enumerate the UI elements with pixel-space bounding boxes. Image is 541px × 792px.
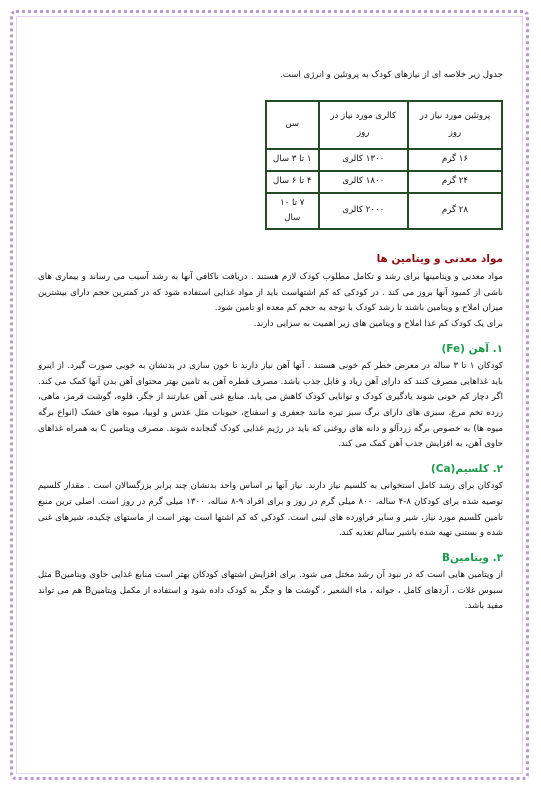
cell-protein: ۲۴ گرم [408, 171, 502, 193]
minerals-heading: مواد معدنی و ویتامین ها [376, 252, 503, 265]
vitamin-b-paragraph: از ویتامین هایی است که در نبود آن رشد مختل می شود. برای افزایش اشتهای کودکان بهتر است منابع غذایی حاوی ویتامینB مثل سبوس غلات ، آردهای کامل ، جوانه ، ماء الشعیر ، گوشت ها و جگر به کودک داده شود و استفاده از مکمل ویتامینB هم می تواند مفید باشد. [38, 570, 503, 612]
header-age: سن [266, 101, 319, 149]
header-protein: پروتئین مورد نیاز در روز [408, 101, 502, 149]
intro-text: جدول زیر خلاصه ای از نیازهای کودک به پروتئین و انرژی است. [280, 70, 503, 80]
minerals-paragraph: مواد معدنی و ویتامینها برای رشد و تکامل مطلوب کودک لازم هستند . دریافت ناکافی آنها به رشد آسیب می رساند و بیماری های ناشی از کمبود آنها بروز می کند . در کودکی که کم اشتهاست باید از مواد غذایی استفاده شود که در کمترین حجم دارای بیشترین میزان املاح و ویتامین باشند تا رشد کودک با توجه به حجم کم معده او تامین شود. [38, 272, 503, 314]
cell-calories: ۱۳۰۰ کالری [319, 149, 408, 171]
nutrition-needs-table [265, 100, 503, 230]
cell-protein: ۲۸ گرم [408, 193, 502, 229]
iron-heading: ۱. آهن (Fe) [441, 342, 503, 355]
cell-protein: ۱۶ گرم [408, 149, 502, 171]
header-calories: کالری مورد نیاز در روز [319, 101, 408, 149]
table-header-row [266, 101, 502, 149]
table-row [266, 149, 502, 171]
calcium-heading: ۲. کلسیم(Ca) [430, 462, 503, 475]
table-row [266, 193, 502, 229]
document-body [38, 68, 503, 615]
cell-age: ۷ تا ۱۰ سال [266, 193, 319, 229]
minerals-note: برای یک کودک کم غذا املاح و ویتامین های زیر اهمیت به سزایی دارند. [253, 318, 503, 329]
vitamin-b-heading: ۳. ویتامینB [441, 551, 503, 564]
cell-age: ۴ تا ۶ سال [266, 171, 319, 193]
cell-age: ۱ تا ۳ سال [266, 149, 319, 171]
calcium-paragraph: کودکان برای رشد کامل استخوانی به کلسیم نیاز دارند. نیاز آنها بر اساس واحد بدنشان چند برابر بزرگسالان است . مقدار کلسیم توصیه شده برای کودکان ۸-۴ ساله، ۸۰۰ میلی گرم در روز و برای افراد ۹-۸ ساله، ۱۳۰۰ میلی گرم در روز است. اصلی ترین منبع تامین کلسیم مورد نیاز، شیر و سایر فراورده های لبنی است. کودکی که کم اشتها است بهتر است از ماستهای چکیده، شیرهای غنی شده و بستنی تهیه شده باشیر سالم تغذیه کند. [38, 481, 503, 539]
cell-calories: ۲۰۰۰ کالری [319, 193, 408, 229]
iron-paragraph: کودکان ۱ تا ۳ ساله در معرض خطر کم خونی هستند . آنها آهن نیاز دارند تا خون سازی در بدنشان به خوبی صورت گیرد. از اینرو باید غذاهایی مصرف کنند که دارای آهن زیاد و قابل جذب باشد. مصرف قطره آهن به تامین بهتر محتوای آهن بدن آنها کمک می کند. اگر دچار کم خونی شوند یادگیری کودک و توانایی کودک کاهش می یابد. منابع غنی آهن عبارتند از جگر، قلوه، گوشت قرمز، ماهی، زرده تخم مرغ، سبزی های دارای برگ سبز تیره مانند جعفری و اسفناج، حبوبات مثل عدس و لوبیا، میوه های خشک (انواع برگه میوه ها) به خصوص برگه زردآلو و دانه های روغنی که باید در رژیم غذایی کودک گنجانده شوند. مصرف ویتامین C به همراه غذاهای حاوی آهن، به افزایش جذب آهن کمک می کند. [38, 361, 503, 450]
cell-calories: ۱۸۰۰ کالری [319, 171, 408, 193]
table-row [266, 171, 502, 193]
